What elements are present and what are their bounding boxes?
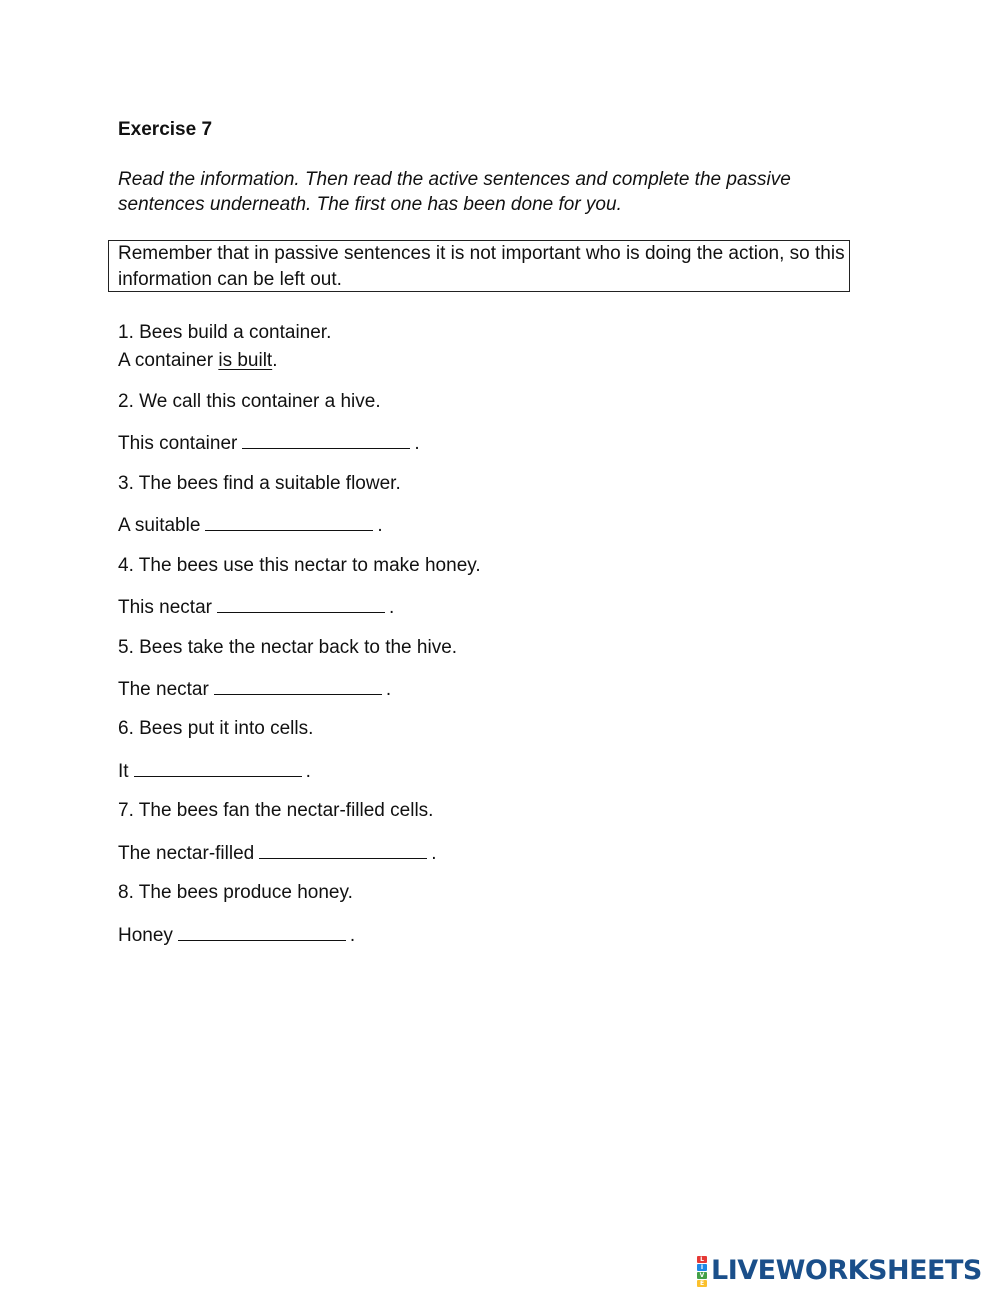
item-7-period: . [431, 843, 437, 864]
instructions-text: Read the information. Then read the active sentences and complete the passive sentences underneath. The first one has been done for you. [118, 169, 791, 215]
item-5-passive-sentence [118, 676, 391, 703]
logo-text: LIVEWORKSHEETS [711, 1255, 982, 1286]
item-3-active-sentence: 3. The bees find a suitable flower. [118, 473, 401, 494]
item-8-active-sentence: 8. The bees produce honey. [118, 882, 353, 903]
item-3-passive-sentence [118, 512, 383, 539]
item-4-passive-prefix: This nectar [118, 597, 212, 618]
item-7-passive-prefix: The nectar-filled [118, 843, 255, 864]
item-4-passive-sentence [118, 594, 394, 621]
logo-square-e: E [697, 1280, 707, 1287]
item-5-passive-prefix: The nectar [118, 679, 209, 700]
item-7-active-sentence: 7. The bees fan the nectar-filled cells. [118, 800, 434, 821]
exercise-title: Exercise 7 [118, 119, 213, 140]
item-6-passive-prefix: It [118, 761, 129, 782]
item-3-period: . [377, 515, 383, 536]
logo-square-l: L [697, 1256, 707, 1263]
example-active-sentence: 1. Bees build a container. [118, 322, 332, 343]
item-5-active-sentence: 5. Bees take the nectar back to the hive. [118, 637, 458, 658]
item-3-passive-prefix: A suitable [118, 515, 201, 536]
item-8-passive-prefix: Honey [118, 925, 173, 946]
item-4-active-sentence: 4. The bees use this nectar to make honey. [118, 555, 481, 576]
item-2-passive-prefix: This container [118, 433, 238, 454]
item-3-answer-blank[interactable] [205, 512, 373, 531]
item-6-period: . [305, 761, 311, 782]
logo-square-v: V [697, 1272, 707, 1279]
item-8-passive-sentence [118, 922, 355, 949]
logo-icon [697, 1256, 707, 1287]
item-6-passive-sentence [118, 758, 311, 785]
item-2-active-sentence: 2. We call this container a hive. [118, 391, 381, 412]
item-2-period: . [414, 433, 420, 454]
example-passive-answer: is built [218, 350, 273, 371]
note-box: Remember that in passive sentences it is not important who is doing the action, so this information can be left out. [108, 240, 850, 292]
item-6-active-sentence: 6. Bees put it into cells. [118, 718, 314, 739]
item-8-answer-blank[interactable] [178, 922, 346, 941]
example-passive-sentence [118, 348, 277, 374]
item-7-answer-blank[interactable] [259, 840, 427, 859]
item-5-period: . [385, 679, 392, 700]
item-4-answer-blank[interactable] [217, 594, 385, 613]
item-8-period: . [349, 925, 356, 946]
item-5-answer-blank[interactable] [214, 676, 382, 695]
example-passive-prefix: A container [118, 350, 219, 371]
liveworksheets-logo [697, 1254, 982, 1288]
item-4-period: . [388, 597, 395, 618]
example-passive-suffix: . [272, 350, 278, 371]
item-6-answer-blank[interactable] [134, 758, 302, 777]
item-2-answer-blank[interactable] [242, 430, 410, 449]
logo-square-i: I [697, 1264, 707, 1271]
item-2-passive-sentence [118, 430, 420, 457]
item-7-passive-sentence [118, 840, 437, 867]
